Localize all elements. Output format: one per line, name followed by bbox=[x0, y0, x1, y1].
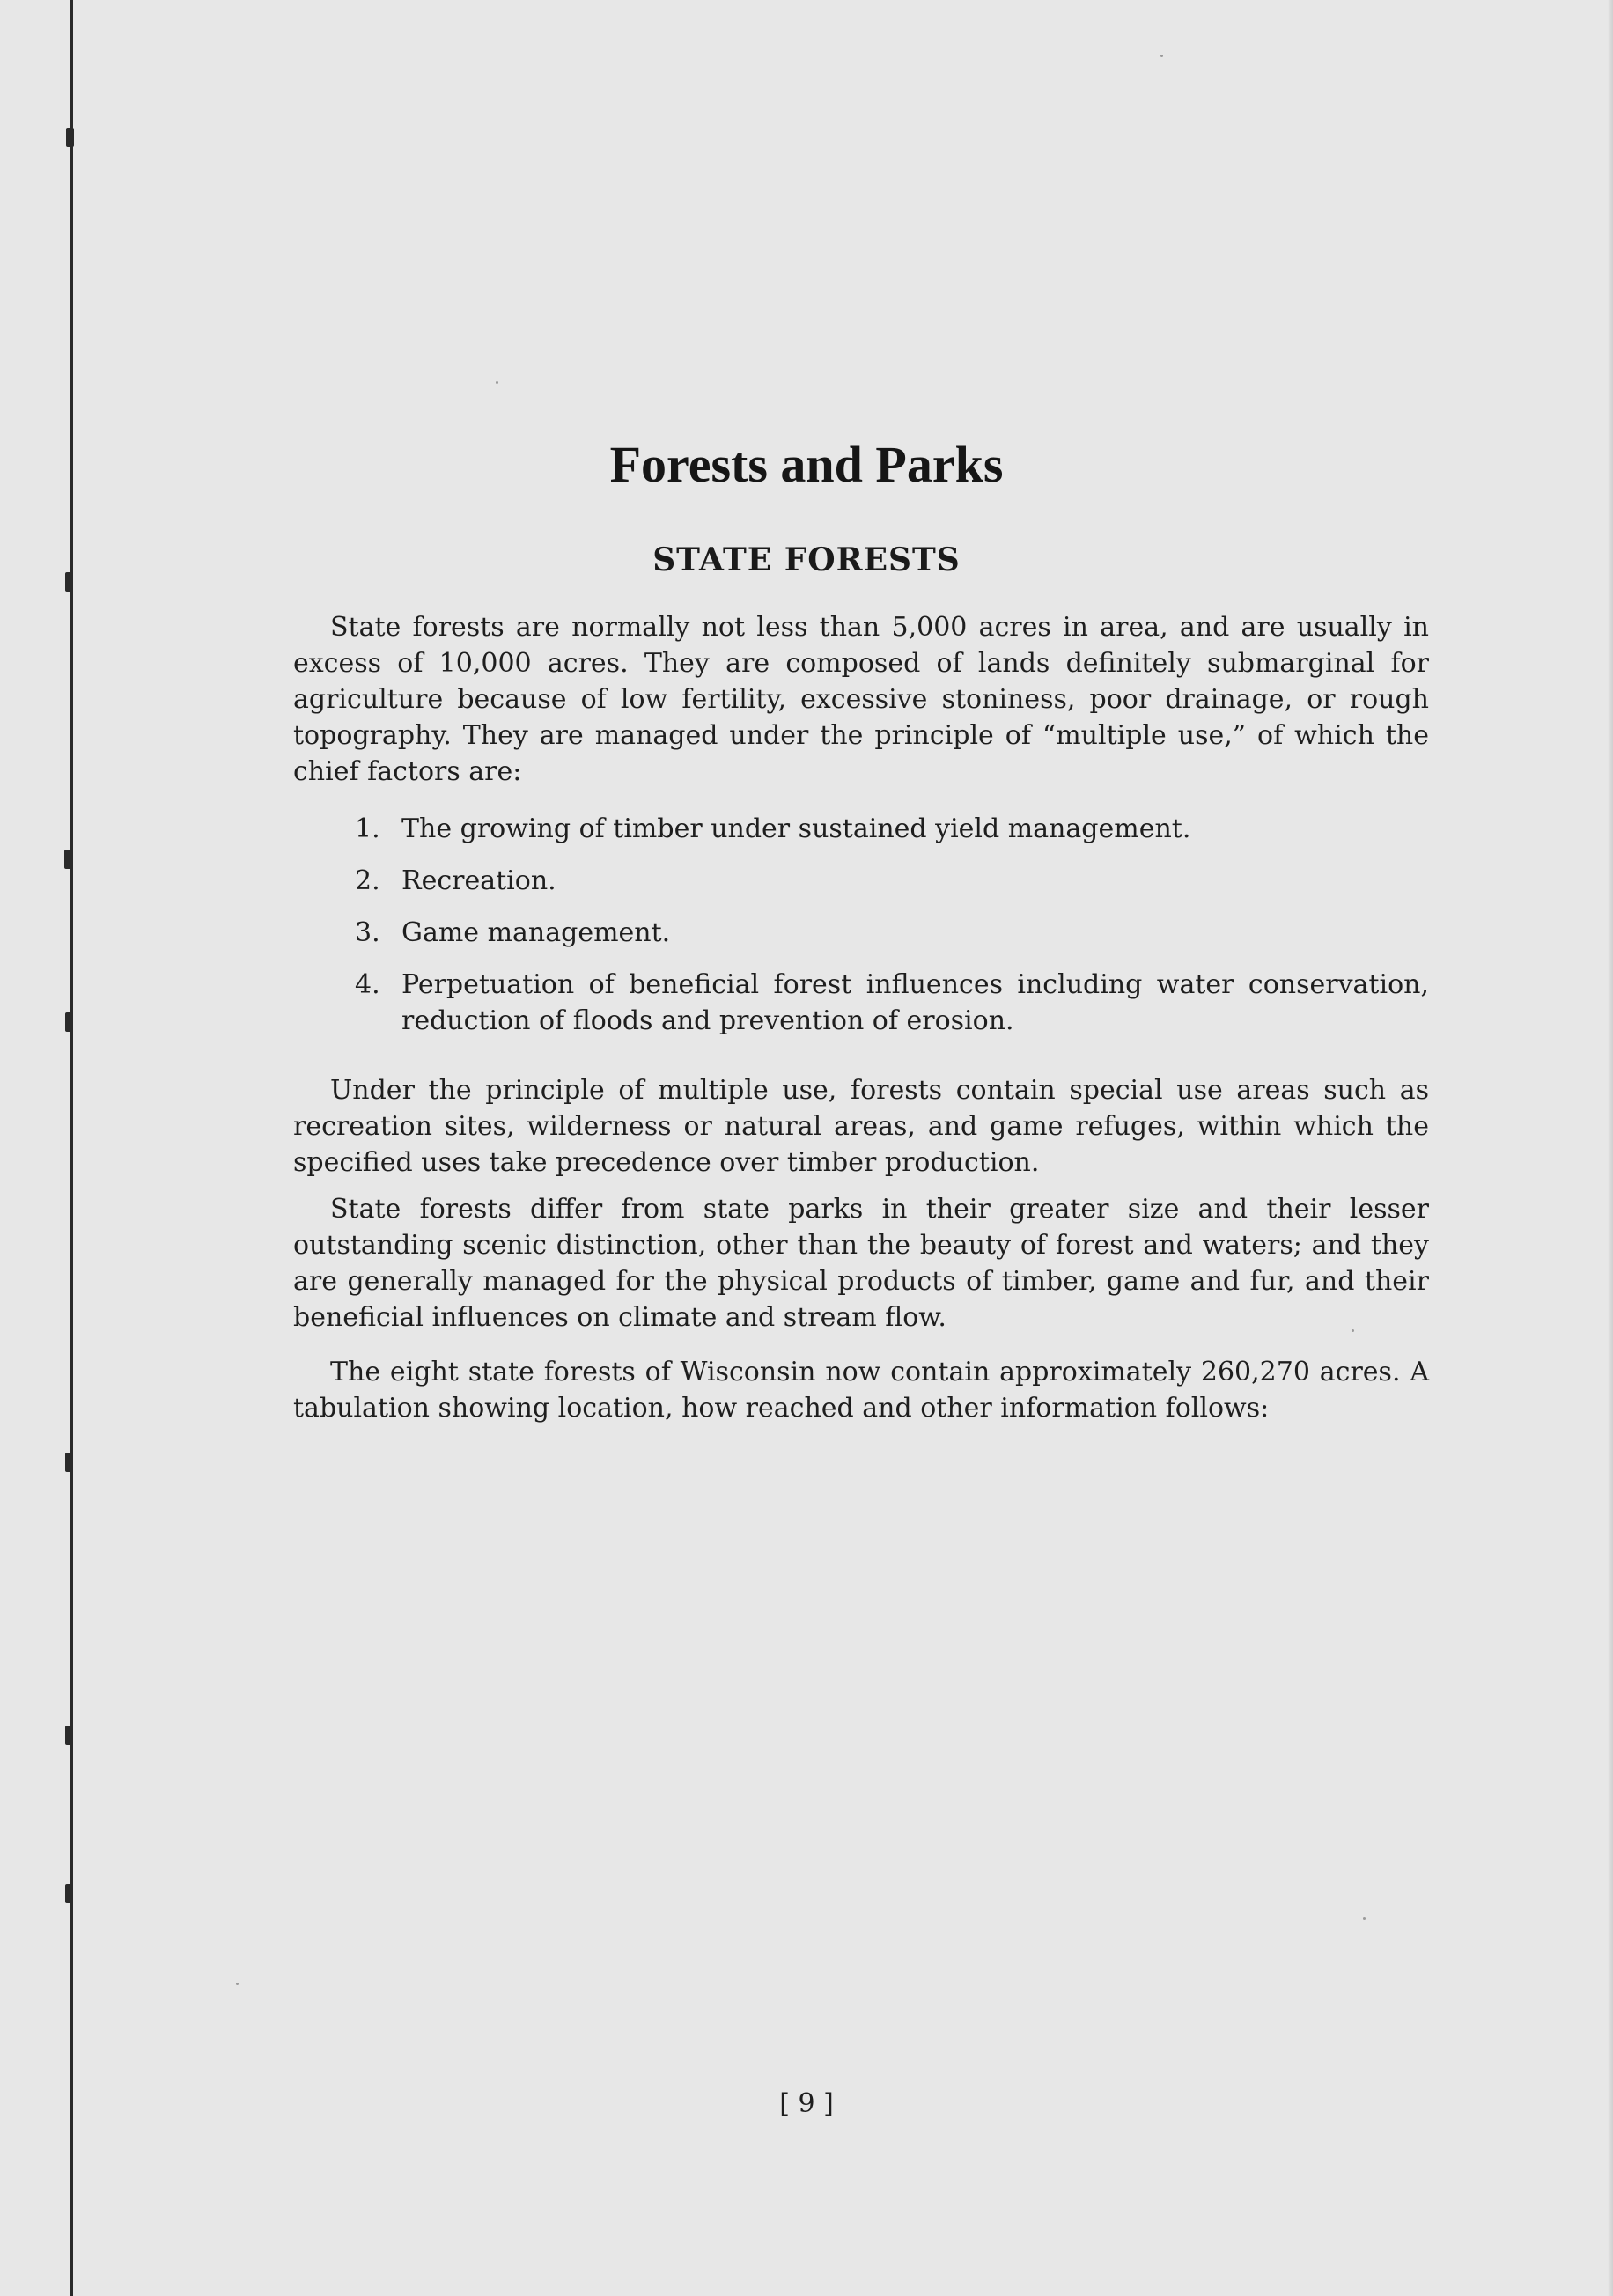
list-item-number: 2. bbox=[355, 865, 380, 896]
chief-factors-list bbox=[355, 811, 1429, 1055]
binding-mark bbox=[65, 1453, 73, 1472]
list-item bbox=[355, 915, 1429, 951]
page-number: [ 9 ] bbox=[779, 2088, 834, 2119]
list-item-text: Perpetuation of beneficial forest influences including water conservation, reduction of floods and prevention of erosion. bbox=[401, 969, 1429, 1036]
multiple-use-paragraph: Under the principle of multiple use, forests contain special use areas such as recreation sites, wilderness or natural areas, and game refuges, within which the specified uses take precedence over timber production. bbox=[293, 1075, 1429, 1178]
page-title: Forests and Parks bbox=[609, 436, 1004, 493]
wisconsin-forests-paragraph-block bbox=[293, 1354, 1429, 1426]
paper-speck bbox=[1363, 1917, 1366, 1920]
list-item bbox=[355, 967, 1429, 1039]
list-item-number: 4. bbox=[355, 969, 380, 1000]
wisconsin-forests-paragraph: The eight state forests of Wisconsin now contain approximately 260,270 acres. A tabulation showing location, how reached and other information follows: bbox=[293, 1357, 1429, 1424]
binding-mark bbox=[65, 1884, 73, 1903]
binding-mark bbox=[64, 850, 72, 869]
page-right-edge bbox=[1608, 0, 1613, 2296]
paper-speck bbox=[496, 381, 498, 384]
list-item-text: Recreation. bbox=[401, 865, 556, 896]
binding-mark bbox=[65, 1012, 73, 1032]
binding-mark bbox=[65, 1726, 73, 1745]
list-item-text: Game management. bbox=[401, 917, 671, 948]
section-heading: STATE FORESTS bbox=[652, 541, 961, 578]
list-item bbox=[355, 863, 1429, 899]
intro-paragraph-block bbox=[293, 609, 1429, 790]
paper-speck bbox=[236, 1983, 239, 1985]
binding-edge-line bbox=[70, 0, 73, 2296]
differences-paragraph-block bbox=[293, 1191, 1429, 1336]
list-item-number: 3. bbox=[355, 917, 380, 948]
list-item-number: 1. bbox=[355, 813, 380, 844]
paper-speck bbox=[1160, 55, 1163, 57]
multiple-use-paragraph-block bbox=[293, 1072, 1429, 1181]
intro-paragraph: State forests are normally not less than 5,000 acres in area, and are usually in excess of 10,000 acres. They are composed of lands definitely submarginal for agriculture because of low fertility, excessive stoniness, poor drainage, or rough topography. They are managed under the principle of “multiple use,” of which the chief factors are: bbox=[293, 612, 1429, 787]
binding-mark bbox=[66, 128, 74, 147]
list-item-text: The growing of timber under sustained yield management. bbox=[401, 813, 1191, 844]
list-item bbox=[355, 811, 1429, 847]
differences-paragraph: State forests differ from state parks in their greater size and their lesser outstanding scenic distinction, other than the beauty of forest and waters; and they are generally managed for the physical products of timber, game and fur, and their beneficial influences on climate and stream flow. bbox=[293, 1194, 1429, 1333]
